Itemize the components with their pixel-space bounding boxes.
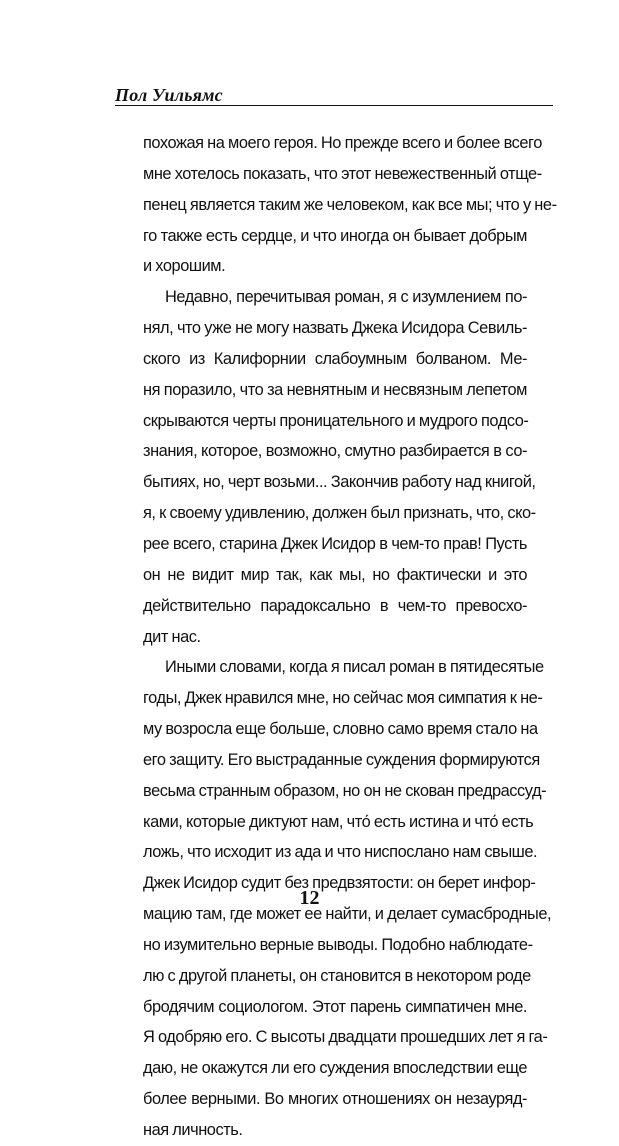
text-line: похожая на моего героя. Но прежде всего и более всего: [143, 134, 542, 152]
body-text: [143, 128, 557, 1146]
text-line: ложь, что исходит из ада и что ниспослано нам свыше.: [143, 843, 538, 862]
header-rule: [115, 105, 553, 106]
text-line: Джек Исидор судит без предвзятости: он берет инфор-: [143, 874, 536, 893]
text-line: Недавно, перечитывая роман, я с изумлением по-: [165, 288, 527, 307]
text-line: ня поразило, что за невнятным и несвязным лепетом: [143, 380, 527, 399]
text-line: рее всего, старина Джек Исидор в чем-то прав! Пусть: [143, 534, 527, 553]
text-line: он не видит мир так, как мы, но фактически и это: [143, 565, 527, 584]
text-line: действительно парадоксально в чем-то превосхо-: [143, 596, 527, 615]
text-line: и хорошим.: [143, 257, 226, 276]
text-line: му возросла еще больше, словно само время стало на: [143, 720, 538, 739]
text-line: но изумительно верные выводы. Подобно наблюдате-: [143, 935, 533, 954]
text-line: его защиту. Его выстраданные суждения формируются: [143, 750, 540, 769]
text-line: бытиях, но, черт возьми... Закончив работу над книгой,: [143, 473, 536, 492]
running-head-author: Пол Уильямс: [115, 85, 223, 105]
text-line: дит нас.: [143, 627, 201, 646]
text-line: более верными. Во многих отношениях он незауряд-: [143, 1090, 527, 1109]
text-line: Иными словами, когда я писал роман в пятидесятые: [165, 658, 544, 677]
text-line: весьма странным образом, но он не скован предрассуд-: [143, 781, 547, 800]
text-line: мацию там, где может ее найти, и делает сумасбродные,: [143, 905, 552, 924]
page-number: 12: [299, 887, 320, 909]
text-line: пенец является таким же человеком, как все мы; что у не-: [143, 195, 557, 214]
text-line: ского из Калифорнии слабоумным болваном. Ме-: [143, 349, 527, 368]
text-line: лю с другой планеты, он становится в некотором роде: [143, 966, 531, 985]
text-line: даю, не окажутся ли его суждения впоследствии еще: [143, 1059, 527, 1078]
text-line: знания, которое, возможно, смутно разбирается в со-: [143, 442, 527, 461]
text-line: годы, Джек нравился мне, но сейчас моя симпатия к не-: [143, 689, 543, 708]
text-line: я, к своему удивлению, должен был признать, что, ско-: [143, 504, 536, 523]
text-line: ная личность.: [143, 1121, 243, 1139]
text-line: бродячим социологом. Этот парень симпатичен мне.: [143, 997, 527, 1016]
text-line: нял, что уже не могу назвать Джека Исидора Севиль-: [143, 319, 527, 338]
text-line: скрываются черты проницательного и мудрого подсо-: [143, 411, 529, 430]
text-line: мне хотелось показать, что этот невежественный отще-: [143, 164, 542, 183]
text-line: ками, которые диктуют нам, что́ есть истина и что́ есть: [143, 812, 534, 831]
text-line: го также есть сердце, и что иногда он бывает добрым: [143, 226, 527, 245]
text-line: Я одобряю его. С высоты двадцати прошедших лет я га-: [143, 1028, 548, 1047]
